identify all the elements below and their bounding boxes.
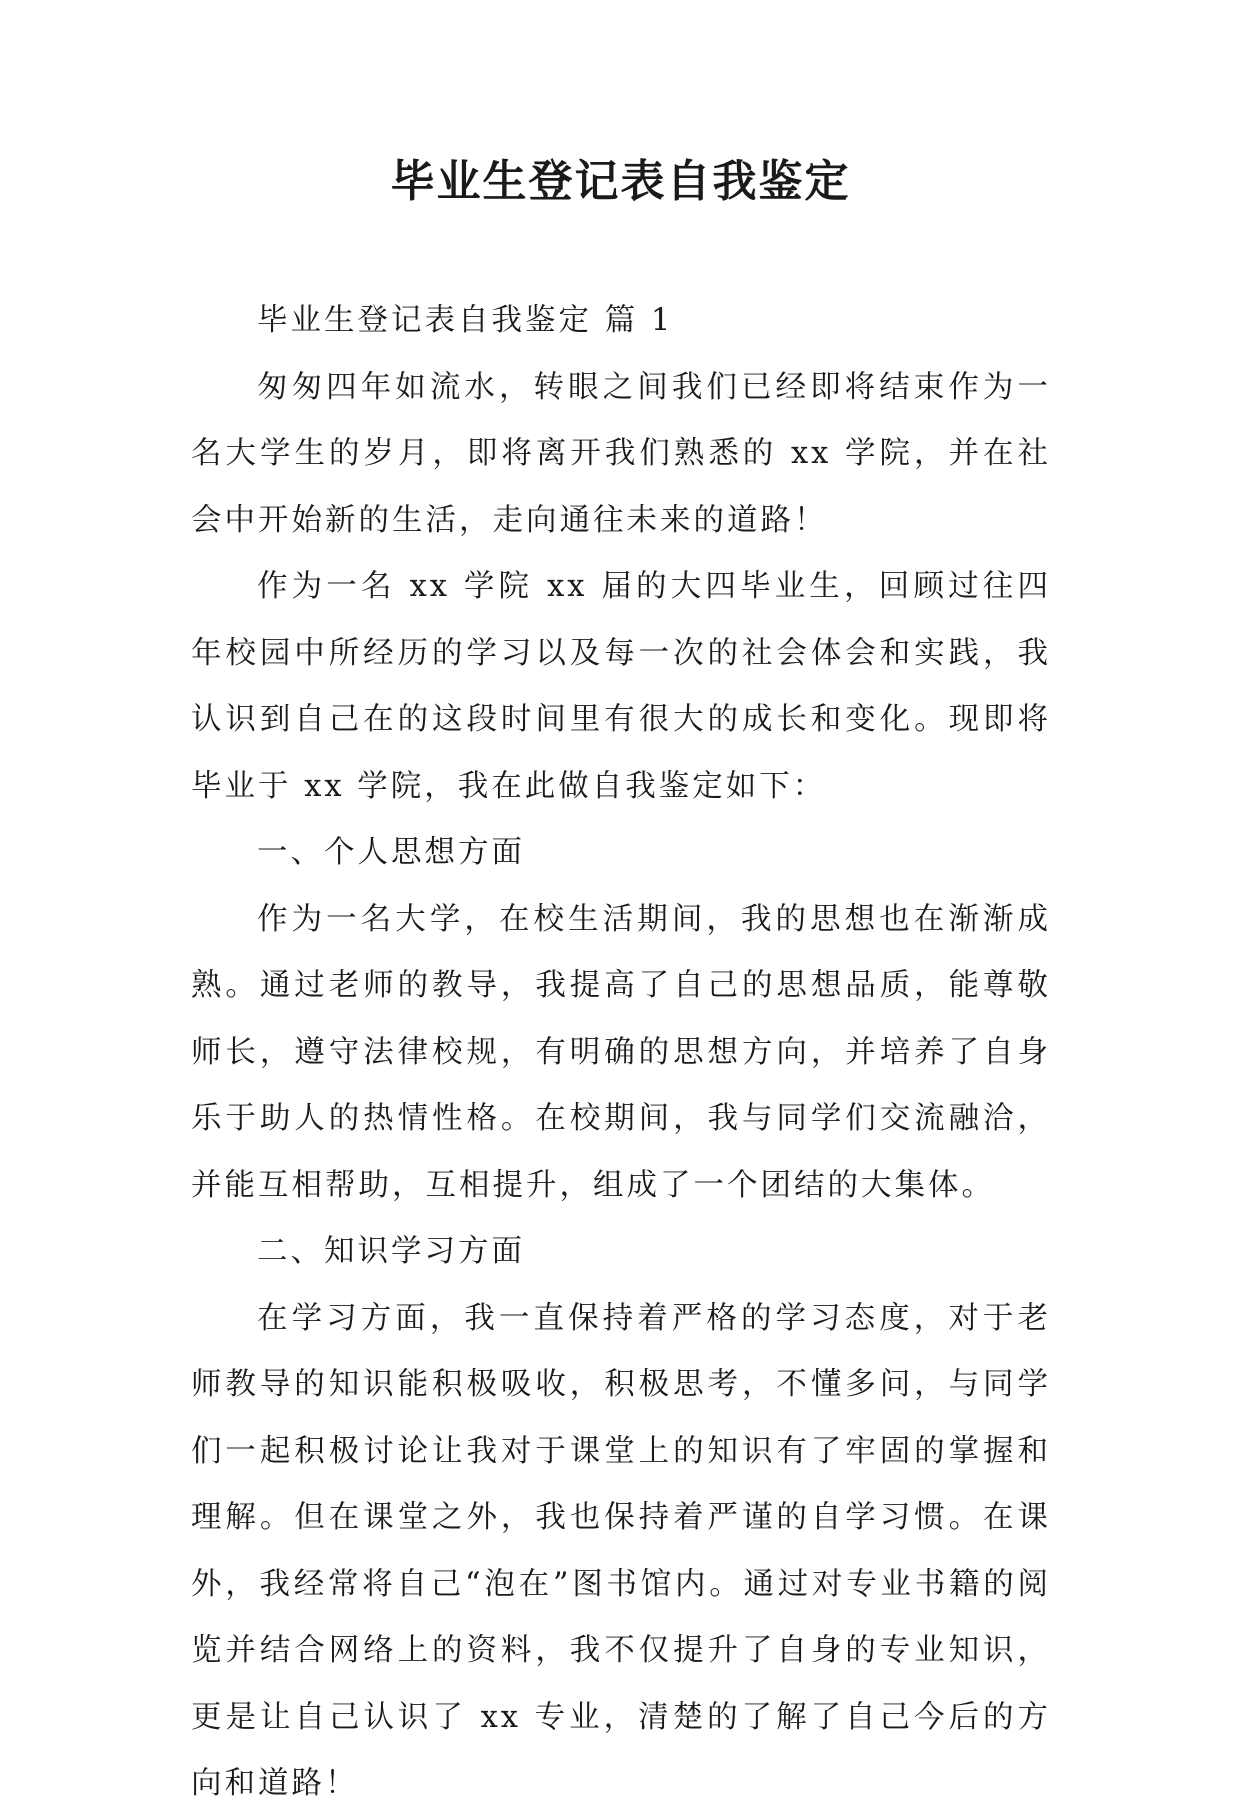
paragraph-intro: 匆匆四年如流水，转眼之间我们已经即将结束作为一名大学生的岁月，即将离开我们熟悉的 xx 学院，并在社会中开始新的生活，走向通往未来的道路！	[191, 369, 1051, 538]
document-title: 毕业生登记表自我鉴定	[390, 156, 851, 207]
paragraph-thought: 作为一名大学，在校生活期间，我的思想也在渐渐成熟。通过老师的教导，我提高了自己的思想品质，能尊敬师长，遵守法律校规，有明确的思想方向，并培养了自身乐于助人的热情性格。在校期间，我与同学们交流融洽，并能互相帮助，互相提升，组成了一个团结的大集体。	[191, 901, 1051, 1203]
document-body	[191, 288, 1051, 1818]
section-heading-thought: 一、个人思想方面	[257, 835, 525, 870]
paragraph-background: 作为一名 xx 学院 xx 届的大四毕业生，回顾过往四年校园中所经历的学习以及每一次的社会体会和实践，我认识到自己在的这段时间里有很大的成长和变化。现即将毕业于 xx 学院，我在此做自我鉴定如下：	[191, 569, 1051, 804]
section-heading-part-1: 毕业生登记表自我鉴定 篇 1	[257, 303, 674, 338]
section-heading-study: 二、知识学习方面	[257, 1234, 525, 1269]
paragraph-study: 在学习方面，我一直保持着严格的学习态度，对于老师教导的知识能积极吸收，积极思考，不懂多问，与同学们一起积极讨论让我对于课堂上的知识有了牢固的掌握和理解。但在课堂之外，我也保持着严谨的自学习惯。在课外，我经常将自己“泡在”图书馆内。通过对专业书籍的阅览并结合网络上的资料，我不仅提升了自身的专业知识，更是让自己认识了 xx 专业，清楚的了解了自己今后的方向和道路！	[191, 1300, 1051, 1801]
